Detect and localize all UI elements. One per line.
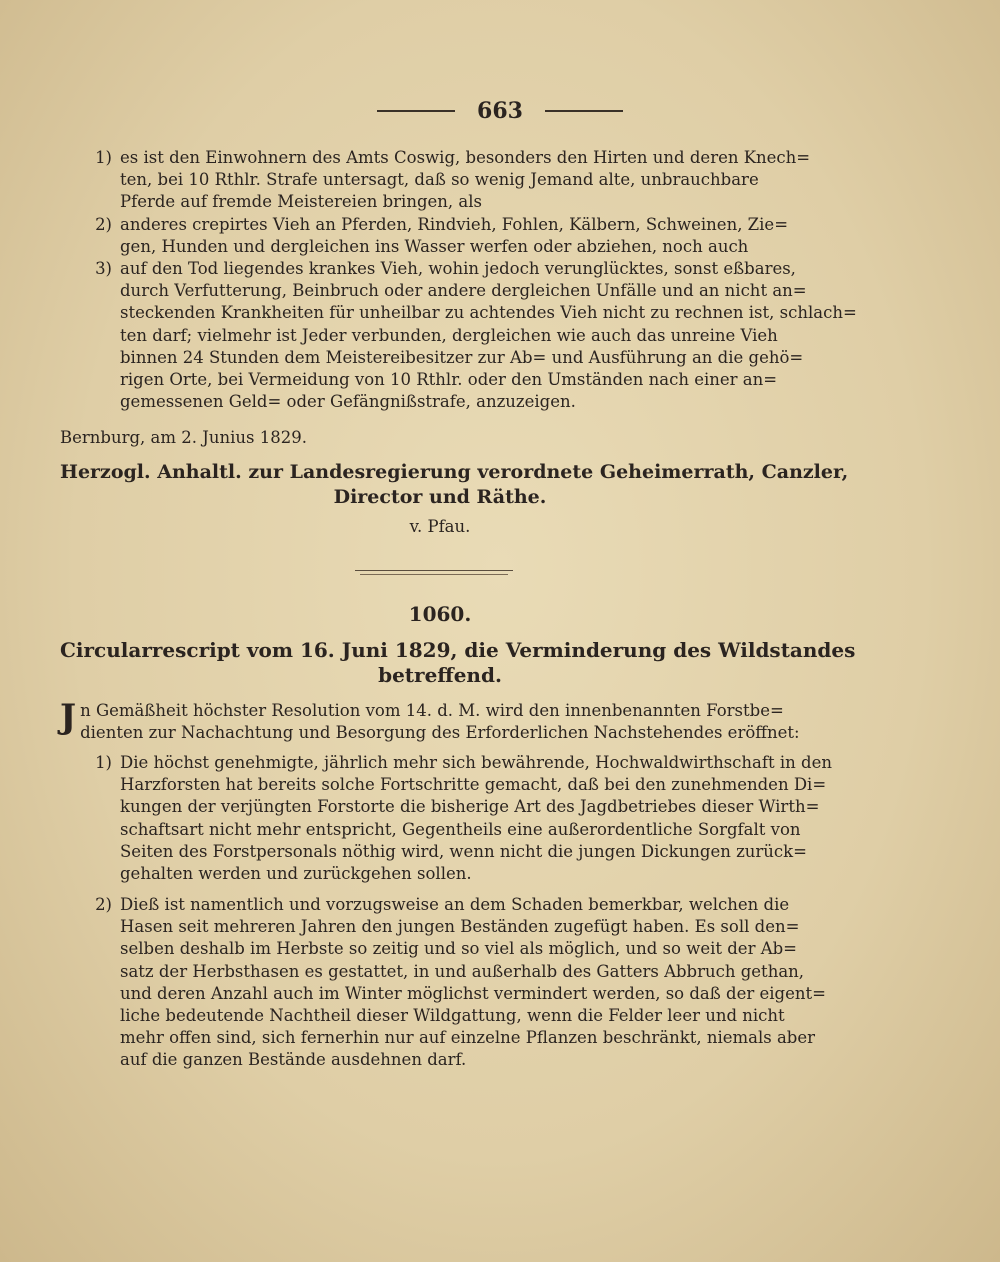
text-line: gehalten werden und zurückgehen sollen. (120, 864, 472, 884)
text-line: Die höchst genehmigte, jährlich mehr sich bewährende, Hochwaldwirthschaft in den (120, 753, 832, 772)
item-number: 1) (95, 753, 112, 772)
header-rule-right (545, 110, 623, 112)
text-line: ten, bei 10 Rthlr. Strafe untersagt, daß so wenig Jemand alte, unbrauchbare (120, 170, 759, 190)
text-line: dienten zur Nachachtung und Besorgung des Erforderlichen Nachstehendes eröffnet: (80, 723, 800, 743)
text-line: anderes crepirtes Vieh an Pferden, Rindvieh, Fohlen, Kälbern, Schweinen, Zie= (120, 214, 789, 234)
text-line: auf die ganzen Bestände ausdehnen darf. (120, 1050, 467, 1070)
text-line: Dieß ist namentlich und vorzugsweise an dem Schaden bemerkbar, welchen die (120, 895, 790, 914)
list-item (60, 894, 826, 1072)
list-2-continued (60, 894, 826, 1072)
list-item (60, 752, 832, 885)
header-rule-left (377, 110, 455, 112)
list-1 (60, 147, 857, 413)
text-line: auf den Tod liegendes krankes Vieh, wohin jedoch verunglücktes, sonst eßbares, (120, 259, 796, 279)
text-line: selben deshalb im Herbste so zeitig und so viel als möglich, und so weit der Ab= (120, 939, 798, 959)
text-line: mehr offen sind, sich fernerhin nur auf einzelne Pflanzen beschränkt, niemals aber (120, 1028, 816, 1048)
authority-block (60, 460, 849, 510)
item-number: 2) (95, 895, 112, 914)
date-line: Bernburg, am 2. Junius 1829. (60, 428, 307, 447)
intro-paragraph (60, 697, 810, 744)
authority-line: Director und Räthe. (333, 486, 547, 508)
authority-line: Herzogl. Anhaltl. zur Landesregierung verordnete Geheimerrath, Canzler, (60, 461, 849, 483)
section-title (60, 638, 856, 688)
text-line: rigen Orte, bei Vermeidung von 10 Rthlr. oder den Umständen nach einer an= (120, 370, 778, 390)
signature: v. Pfau. (409, 517, 471, 536)
text-line: Seiten des Forstpersonals nöthig wird, wenn nicht die jungen Dickungen zurück= (120, 841, 807, 861)
text-line: und deren Anzahl auch im Winter möglichst vermindert werden, so daß der eigent= (120, 983, 826, 1003)
text-line: Pferde auf fremde Meistereien bringen, als (120, 192, 482, 212)
text-line: es ist den Einwohnern des Amts Coswig, besonders den Hirten und deren Knech= (120, 148, 811, 167)
separator-rule (360, 574, 508, 575)
drop-initial: J (60, 697, 77, 737)
item-number: 1) (95, 148, 112, 167)
item-number: 3) (95, 259, 112, 279)
list-2 (60, 752, 832, 885)
text-line: gen, Hunden und dergleichen ins Wasser werfen oder abziehen, noch auch (120, 236, 749, 256)
text-line: ten darf; vielmehr ist Jeder verbunden, dergleichen wie auch das unreine Vieh (120, 325, 778, 345)
text-line: satz der Herbsthasen es gestattet, in und außerhalb des Gatters Abbruch gethan, (120, 961, 805, 981)
section-number: 1060. (408, 602, 472, 626)
section-title-line: Circularrescript vom 16. Juni 1829, die Verminderung des Wildstandes (60, 638, 856, 662)
text-line: gemessenen Geld= oder Gefängnißstrafe, anzuzeigen. (120, 392, 576, 412)
text-line: steckenden Krankheiten für unheilbar zu achtendes Vieh nicht zu rechnen ist, schlach= (120, 303, 857, 323)
text-line: binnen 24 Stunden dem Meistereibesitzer zur Ab= und Ausführung an die gehö= (120, 347, 804, 367)
item-number: 2) (95, 214, 112, 234)
text-line: Harzforsten hat bereits solche Fortschritte gemacht, daß bei den zunehmenden Di= (120, 775, 827, 795)
page-number: 663 (477, 98, 523, 124)
list-item (60, 258, 857, 413)
text-line: n Gemäßheit höchster Resolution vom 14. d. M. wird den innenbenannten Forstbe= (80, 701, 784, 720)
text-line: schaftsart nicht mehr entspricht, Gegentheils eine außerordentliche Sorgfalt von (120, 819, 801, 839)
section-title-line: betreffend. (378, 663, 502, 687)
page-header (0, 98, 1000, 124)
text-line: kungen der verjüngten Forstorte die bisherige Art des Jagdbetriebes dieser Wirth= (120, 797, 820, 817)
text-line: liche bedeutende Nachtheil dieser Wildgattung, wenn die Felder leer und nicht (120, 1006, 785, 1026)
text-line: Hasen seit mehreren Jahren den jungen Beständen zugefügt haben. Es soll den= (120, 917, 800, 937)
list-item (60, 147, 810, 214)
separator-rule (355, 570, 513, 571)
list-item (60, 214, 810, 258)
text-line: durch Verfutterung, Beinbruch oder andere dergleichen Unfälle und an nicht an= (120, 281, 807, 301)
